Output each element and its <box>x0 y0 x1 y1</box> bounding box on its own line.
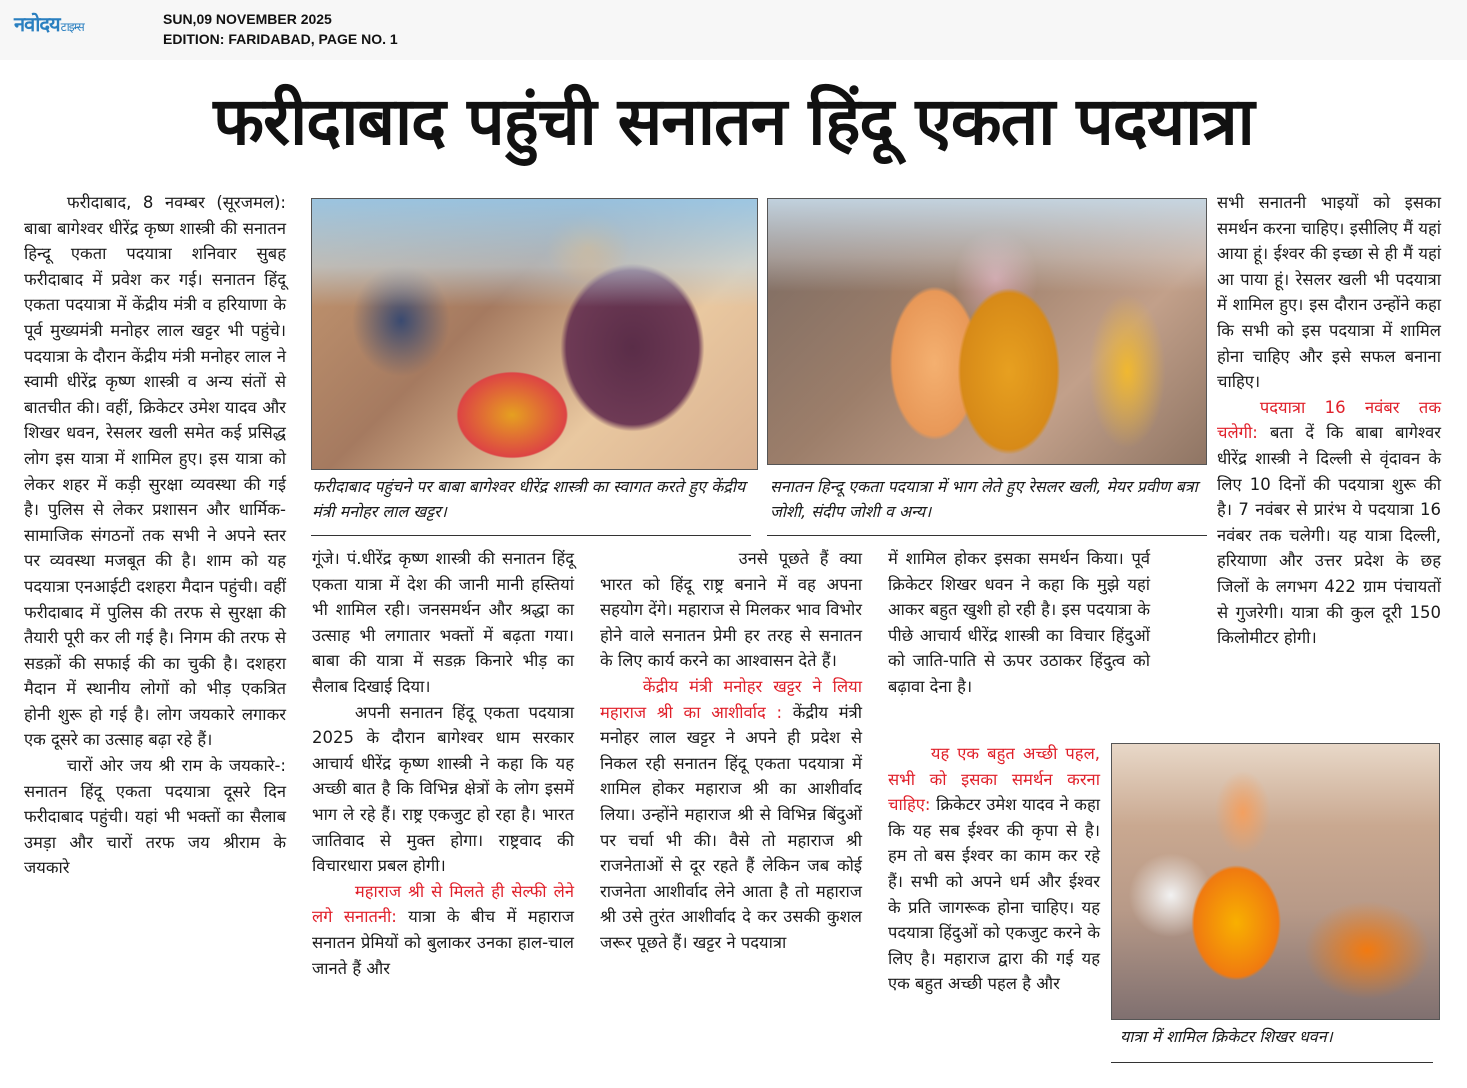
subheading: यह एक बहुत अच्छी पहल, सभी को इसका समर्थन करना चाहिए: <box>888 744 1100 815</box>
newspaper-logo[interactable] <box>14 10 84 37</box>
article-column-2 <box>312 546 574 981</box>
divider <box>767 535 1207 536</box>
subheading: पदयात्रा 16 नवंबर तक चलेगी: <box>1217 397 1441 443</box>
masthead-bar <box>0 0 1467 60</box>
divider <box>311 535 751 536</box>
paragraph-text: बता दें कि बाबा बागेश्वर धीरेंद्र शास्त्री ने दिल्ली से वृंदावन के लिए 10 दिनों की पदयात्रा शुरू की है। 7 नवंबर से प्रारंभ ये पदयात्रा 16 नवंबर तक चलेगी। यह यात्रा दिल्ली, हरियाणा और उत्तर प्रदेश के छह जिलों के लगभग 422 ग्राम पंचायतों से गुजरेगी। यात्रा की कुल दूरी 150 किलोमीटर होगी। <box>1217 423 1441 648</box>
edition-meta <box>163 9 398 49</box>
paragraph: चारों ओर जय श्री राम के जयकारे-: सनातन हिंदू एकता पदयात्रा दूसरे दिन फरीदाबाद पहुंची। यहां भी भक्तों का सैलाब उमड़ा और चारों तरफ जय श्रीराम के जयकारे <box>24 756 286 878</box>
photo-khattar-welcome <box>311 198 758 470</box>
divider <box>1111 1062 1433 1063</box>
edition-info: EDITION: FARIDABAD, PAGE NO. 1 <box>163 31 398 47</box>
publication-date: SUN,09 NOVEMBER 2025 <box>163 11 332 27</box>
paragraph <box>888 741 1100 997</box>
article-column-3 <box>600 546 862 956</box>
paragraph-text: क्रिकेटर उमेश यादव ने कहा कि यह सब ईश्वर की कृपा से है। हम तो बस ईश्वर का काम कर रहे हैं। सभी को अपने धर्म और ईश्वर के प्रति जागरूक होना चाहिए। यह पदयात्रा हिंदुओं को एकजुट करने के लिए है। महाराज द्वारा की गई यह एक बहुत अच्छी पहल है और <box>888 795 1100 994</box>
logo-main-text: नवोदय <box>14 12 60 36</box>
photo-shikhar-dhawan <box>1111 743 1440 1020</box>
paragraph <box>312 879 574 981</box>
photo-khali-group <box>767 198 1207 465</box>
article-column-4 <box>888 546 1150 700</box>
photo-caption: सनातन हिन्दू एकता पदयात्रा में भाग लेते हुए रेसलर खली, मेयर प्रवीण बत्रा जोशी, संदीप जोशी व अन्य। <box>770 477 1198 521</box>
subheading: महाराज श्री से मिलते ही सेल्फी लेने लगे सनातनी: <box>312 881 574 927</box>
article-column-1 <box>24 190 286 881</box>
subheading: केंद्रीय मंत्री मनोहर खट्टर ने लिया महाराज श्री का आशीर्वाद : <box>600 676 862 722</box>
paragraph <box>600 674 862 956</box>
logo-sub-text: टाइम्स <box>60 20 84 34</box>
paragraph: सभी सनातनी भाइयों को इसका समर्थन करना चाहिए। इसीलिए मैं यहां आया हूं। ईश्वर की इच्छा से ही मैं यहां आ पाया हूं। रेसलर खली भी पदयात्रा में शामिल हुए। इस दौरान उन्होंने कहा कि सभी को इस पदयात्रा में शामिल होना चाहिए और इसे सफल बनाना चाहिए। <box>1217 193 1441 392</box>
paragraph: अपनी सनातन हिंदू एकता पदयात्रा 2025 के दौरान बागेश्वर धाम सरकार आचार्य धीरेंद्र कृष्ण शास्त्री ने कहा कि यह अच्छी बात है कि विभिन्न क्षेत्रों के लोग इसमें भाग ले रहे हैं। राष्ट्र एकजुट हो रहा है। भारत जातिवाद से मुक्त होगा। राष्ट्रवाद की विचारधारा प्रबल होगी। <box>312 702 574 876</box>
article-column-5 <box>1217 190 1441 651</box>
paragraph <box>1217 395 1441 651</box>
paragraph-text: केंद्रीय मंत्री मनोहर लाल खट्टर ने अपने ही प्रदेश से निकल रही सनातन हिंदू एकता पदयात्रा में शामिल होकर महाराज श्री का आशीर्वाद लिया। उन्होंने महाराज श्री से विभिन्न बिंदुओं पर चर्चा भी की। वैसे तो महाराज श्री राजनेताओं से दूर रहते हैं लेकिन जब कोई राजनेता आशीर्वाद लेने आता है तो महाराज श्री उसे तुरंत आशीर्वाद दे कर उसकी कुशल जरूर पूछते हैं। खट्टर ने पदयात्रा <box>600 702 862 952</box>
paragraph: फरीदाबाद, 8 नवम्बर (सूरजमल): बाबा बागेश्वर धीरेंद्र कृष्ण शास्त्री की सनातन हिन्दू एकता पदयात्रा शनिवार सुबह फरीदाबाद में प्रवेश कर गई। सनातन हिंदू एकता पदयात्रा में केंद्रीय मंत्री व हरियाणा के पूर्व मुख्यमंत्री मनोहर लाल खट्टर भी पहुंचे। पदयात्रा के दौरान केंद्रीय मंत्री मनोहर लाल ने स्वामी धीरेंद्र कृष्ण शास्त्री व अन्य संतों से बातचीत की। वहीं, क्रिकेटर उमेश यादव और शिखर धवन, रेसलर खली समेत कई प्रसिद्ध लोग इस यात्रा में शामिल हुए। इस यात्रा को लेकर शहर में कड़ी सुरक्षा व्यवस्था की गई है। पुलिस से लेकर प्रशासन और धार्मिक-सामाजिक संगठनों तक सभी ने अपने स्तर पर व्यवस्था मजबूत की है। शाम को यह पदयात्रा एनआईटी दशहरा मैदान पहुंची। वहीं फरीदाबाद में पुलिस की तरफ से सुरक्षा की तैयारी पूरी कर ली गई है। निगम की तरफ से सडक़ों की सफाई की का चुकी है। दशहरा मैदान में स्थानीय लोगों को भीड़ एकत्रित होनी शुरू हो गई है। लोग जयकारे लगाकर एक दूसरे का उत्साह बढ़ा रहे हैं। <box>24 193 286 750</box>
paragraph-text: यात्रा के बीच में महाराज सनातन प्रेमियों को बुलाकर उनका हाल-चाल जानते हैं और <box>312 907 575 978</box>
photo-caption: फरीदाबाद पहुंचने पर बाबा बागेश्वर धीरेंद्र शास्त्री का स्वागत करते हुए केंद्रीय मंत्री मनोहर लाल खट्टर। <box>312 477 746 521</box>
paragraph: गूंजे। पं.धीरेंद्र कृष्ण शास्त्री की सनातन हिंदू एकता यात्रा में देश की जानी मानी हस्तियां भी शामिल रही। जनसमर्थन और श्रद्धा का उत्साह भी लगातार भक्तों में बढ़ता गया। बाबा की यात्रा में सडक़ किनारे भीड़ का सैलाब दिखाई दिया। <box>312 549 574 696</box>
paragraph: में शामिल होकर इसका समर्थन किया। पूर्व क्रिकेटर शिखर धवन ने कहा कि मुझे यहां आकर बहुत खुशी हो रही है। इस पदयात्रा के पीछे आचार्य धीरेंद्र शास्त्री का विचार हिंदुओं को जाति-पाति से ऊपर उठाकर हिंदुत्व को बढ़ावा देना है। <box>888 549 1150 696</box>
photo-caption: यात्रा में शामिल क्रिकेटर शिखर धवन। <box>1120 1027 1333 1046</box>
article-headline: फरीदाबाद पहुंची सनातन हिंदू एकता पदयात्रा <box>213 83 1254 160</box>
paragraph: उनसे पूछते हैं क्या भारत को हिंदू राष्ट्र बनाने में वह अपना सहयोग देंगे। महाराज से मिलकर भाव विभोर होने वाले सनातन प्रेमी हर तरह से सनातन के लिए कार्य करने का आश्वासन देते हैं। <box>600 549 863 671</box>
article-column-4-lower <box>888 741 1100 997</box>
